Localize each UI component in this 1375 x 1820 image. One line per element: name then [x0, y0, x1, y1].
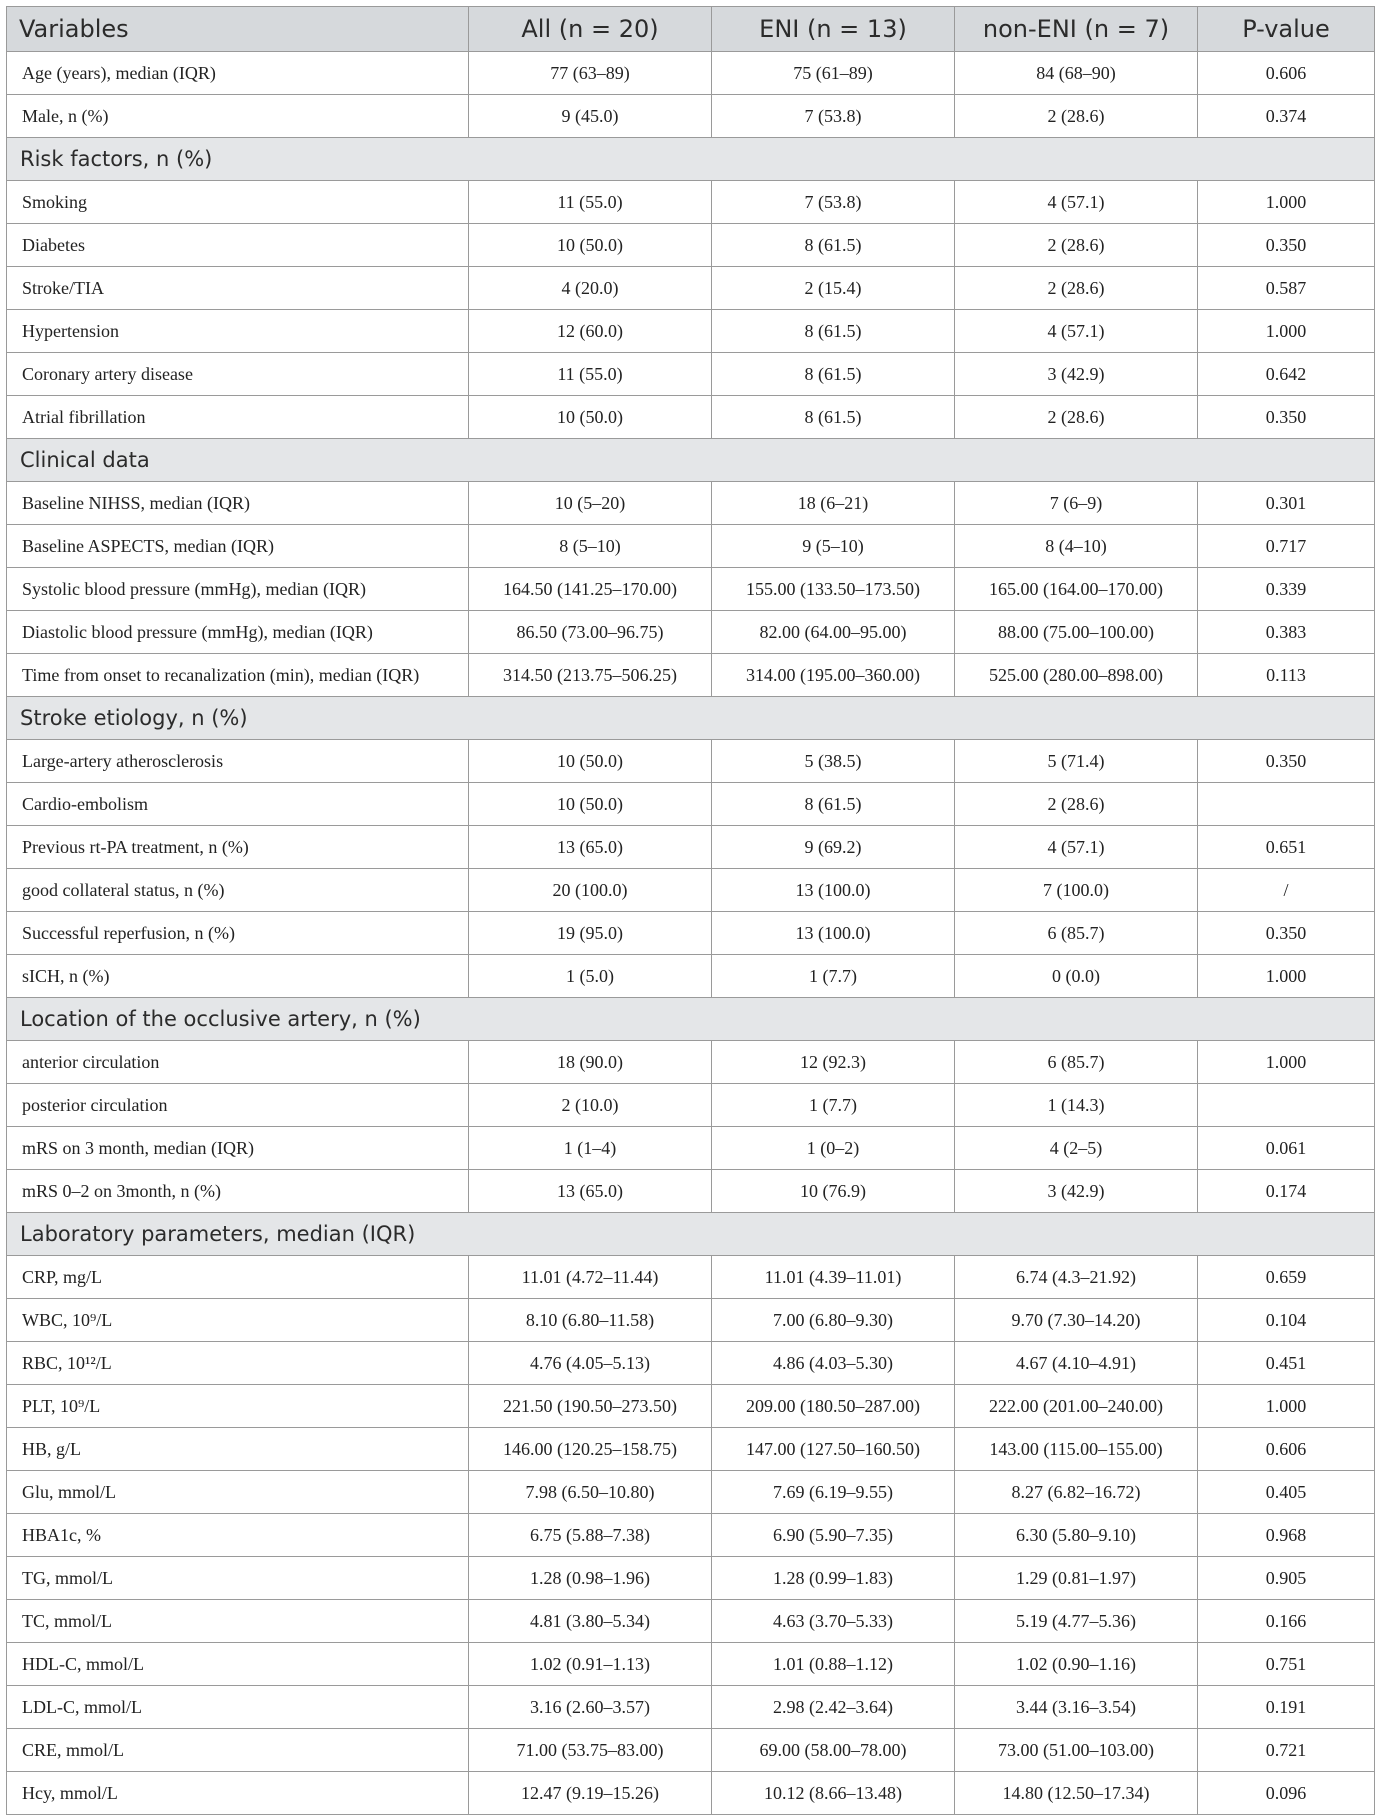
table-row — [7, 740, 1375, 783]
cell-eni: 1 (7.7) — [712, 1084, 955, 1127]
cell-all: 2 (10.0) — [469, 1084, 712, 1127]
row-label-cell: posterior circulation — [7, 1084, 469, 1127]
cell-all: 11.01 (4.72–11.44) — [469, 1256, 712, 1299]
cell-eni: 69.00 (58.00–78.00) — [712, 1729, 955, 1772]
cell-p-value: 0.606 — [1198, 1428, 1375, 1471]
cell-all: 221.50 (190.50–273.50) — [469, 1385, 712, 1428]
table-row — [7, 181, 1375, 224]
section-header-row — [7, 138, 1375, 181]
cell-eni: 314.00 (195.00–360.00) — [712, 654, 955, 697]
row-label-cell: anterior circulation — [7, 1041, 469, 1084]
table-row — [7, 310, 1375, 353]
row-label-cell: Diabetes — [7, 224, 469, 267]
table-row — [7, 1600, 1375, 1643]
cell-all: 1.28 (0.98–1.96) — [469, 1557, 712, 1600]
cell-all: 19 (95.0) — [469, 912, 712, 955]
row-label-cell: Previous rt-PA treatment, n (%) — [7, 826, 469, 869]
cell-all: 164.50 (141.25–170.00) — [469, 568, 712, 611]
row-label-cell: Age (years), median (IQR) — [7, 52, 469, 95]
section-header-row — [7, 439, 1375, 482]
cell-eni: 12 (92.3) — [712, 1041, 955, 1084]
table-row — [7, 1686, 1375, 1729]
cell-eni: 18 (6–21) — [712, 482, 955, 525]
cell-p-value: 0.721 — [1198, 1729, 1375, 1772]
cell-p-value: 0.659 — [1198, 1256, 1375, 1299]
row-label-cell: Baseline ASPECTS, median (IQR) — [7, 525, 469, 568]
cell-p-value: 0.096 — [1198, 1772, 1375, 1815]
cell-all: 10 (50.0) — [469, 740, 712, 783]
cell-non-eni: 4 (2–5) — [955, 1127, 1198, 1170]
table-row — [7, 95, 1375, 138]
cell-non-eni: 165.00 (164.00–170.00) — [955, 568, 1198, 611]
cell-all: 10 (5–20) — [469, 482, 712, 525]
cell-all: 4.81 (3.80–5.34) — [469, 1600, 712, 1643]
row-label-cell: mRS on 3 month, median (IQR) — [7, 1127, 469, 1170]
cell-eni: 4.63 (3.70–5.33) — [712, 1600, 955, 1643]
table-container — [6, 6, 1374, 1815]
cell-all: 20 (100.0) — [469, 869, 712, 912]
cell-p-value: / — [1198, 869, 1375, 912]
row-label-cell: Glu, mmol/L — [7, 1471, 469, 1514]
cell-non-eni: 3 (42.9) — [955, 353, 1198, 396]
row-label-cell: CRE, mmol/L — [7, 1729, 469, 1772]
table-row — [7, 955, 1375, 998]
table-header — [7, 7, 1375, 52]
cell-non-eni: 0 (0.0) — [955, 955, 1198, 998]
cell-all: 12.47 (9.19–15.26) — [469, 1772, 712, 1815]
cell-non-eni: 9.70 (7.30–14.20) — [955, 1299, 1198, 1342]
cell-non-eni: 14.80 (12.50–17.34) — [955, 1772, 1198, 1815]
table-row — [7, 396, 1375, 439]
cell-eni: 2 (15.4) — [712, 267, 955, 310]
cell-eni: 6.90 (5.90–7.35) — [712, 1514, 955, 1557]
cell-p-value: 0.113 — [1198, 654, 1375, 697]
cell-non-eni: 2 (28.6) — [955, 267, 1198, 310]
cell-p-value: 0.301 — [1198, 482, 1375, 525]
section-title: Stroke etiology, n (%) — [7, 697, 1375, 740]
row-label-cell: Coronary artery disease — [7, 353, 469, 396]
cell-p-value: 1.000 — [1198, 1041, 1375, 1084]
cell-p-value: 1.000 — [1198, 1385, 1375, 1428]
column-header-non-eni: non-ENI (n = 7) — [955, 7, 1198, 52]
cell-eni: 147.00 (127.50–160.50) — [712, 1428, 955, 1471]
cell-p-value: 0.104 — [1198, 1299, 1375, 1342]
cell-non-eni: 6 (85.7) — [955, 1041, 1198, 1084]
cell-non-eni: 4 (57.1) — [955, 826, 1198, 869]
cell-p-value: 0.383 — [1198, 611, 1375, 654]
cell-eni: 2.98 (2.42–3.64) — [712, 1686, 955, 1729]
cell-all: 4 (20.0) — [469, 267, 712, 310]
row-label-cell: HBA1c, % — [7, 1514, 469, 1557]
row-label-cell: WBC, 10⁹/L — [7, 1299, 469, 1342]
row-label-cell: Time from onset to recanalization (min), median (IQR) — [7, 654, 469, 697]
cell-eni: 4.86 (4.03–5.30) — [712, 1342, 955, 1385]
cell-non-eni: 3 (42.9) — [955, 1170, 1198, 1213]
cell-non-eni: 4.67 (4.10–4.91) — [955, 1342, 1198, 1385]
cell-all: 10 (50.0) — [469, 783, 712, 826]
cell-all: 9 (45.0) — [469, 95, 712, 138]
cell-all: 6.75 (5.88–7.38) — [469, 1514, 712, 1557]
cell-non-eni: 7 (6–9) — [955, 482, 1198, 525]
cell-non-eni: 1.29 (0.81–1.97) — [955, 1557, 1198, 1600]
cell-all: 77 (63–89) — [469, 52, 712, 95]
row-label-cell: Hcy, mmol/L — [7, 1772, 469, 1815]
cell-eni: 1 (0–2) — [712, 1127, 955, 1170]
cell-non-eni: 4 (57.1) — [955, 181, 1198, 224]
cell-eni: 8 (61.5) — [712, 396, 955, 439]
header-row — [7, 7, 1375, 52]
section-title: Laboratory parameters, median (IQR) — [7, 1213, 1375, 1256]
row-label-cell: Successful reperfusion, n (%) — [7, 912, 469, 955]
table-row — [7, 654, 1375, 697]
cell-all: 71.00 (53.75–83.00) — [469, 1729, 712, 1772]
table-row — [7, 1514, 1375, 1557]
cell-non-eni: 525.00 (280.00–898.00) — [955, 654, 1198, 697]
cell-all: 8.10 (6.80–11.58) — [469, 1299, 712, 1342]
cell-eni: 155.00 (133.50–173.50) — [712, 568, 955, 611]
cell-p-value: 0.166 — [1198, 1600, 1375, 1643]
table-row — [7, 1729, 1375, 1772]
cell-all: 10 (50.0) — [469, 396, 712, 439]
cell-p-value: 0.174 — [1198, 1170, 1375, 1213]
cell-non-eni: 1 (14.3) — [955, 1084, 1198, 1127]
table-row — [7, 1041, 1375, 1084]
cell-eni: 7.00 (6.80–9.30) — [712, 1299, 955, 1342]
cell-non-eni: 4 (57.1) — [955, 310, 1198, 353]
cell-p-value: 0.350 — [1198, 224, 1375, 267]
cell-p-value: 0.350 — [1198, 740, 1375, 783]
cell-non-eni: 3.44 (3.16–3.54) — [955, 1686, 1198, 1729]
cell-all: 10 (50.0) — [469, 224, 712, 267]
cell-non-eni: 2 (28.6) — [955, 224, 1198, 267]
cell-all: 11 (55.0) — [469, 353, 712, 396]
cell-non-eni: 8 (4–10) — [955, 525, 1198, 568]
row-label-cell: Diastolic blood pressure (mmHg), median (IQR) — [7, 611, 469, 654]
cell-all: 18 (90.0) — [469, 1041, 712, 1084]
cell-non-eni: 1.02 (0.90–1.16) — [955, 1643, 1198, 1686]
cell-eni: 11.01 (4.39–11.01) — [712, 1256, 955, 1299]
table-row — [7, 267, 1375, 310]
row-label-cell: HB, g/L — [7, 1428, 469, 1471]
cell-p-value — [1198, 1084, 1375, 1127]
cell-p-value: 0.374 — [1198, 95, 1375, 138]
table-row — [7, 525, 1375, 568]
cell-eni: 7.69 (6.19–9.55) — [712, 1471, 955, 1514]
cell-eni: 5 (38.5) — [712, 740, 955, 783]
cell-non-eni: 84 (68–90) — [955, 52, 1198, 95]
cell-non-eni: 143.00 (115.00–155.00) — [955, 1428, 1198, 1471]
cell-non-eni: 2 (28.6) — [955, 396, 1198, 439]
row-label-cell: sICH, n (%) — [7, 955, 469, 998]
section-header-row — [7, 697, 1375, 740]
cell-non-eni: 8.27 (6.82–16.72) — [955, 1471, 1198, 1514]
cell-all: 314.50 (213.75–506.25) — [469, 654, 712, 697]
section-title: Risk factors, n (%) — [7, 138, 1375, 181]
row-label-cell: PLT, 10⁹/L — [7, 1385, 469, 1428]
cell-p-value: 0.339 — [1198, 568, 1375, 611]
row-label-cell: Cardio-embolism — [7, 783, 469, 826]
cell-eni: 7 (53.8) — [712, 181, 955, 224]
table-row — [7, 1643, 1375, 1686]
cell-all: 1 (5.0) — [469, 955, 712, 998]
cell-non-eni: 6 (85.7) — [955, 912, 1198, 955]
table-row — [7, 1170, 1375, 1213]
cell-p-value: 0.191 — [1198, 1686, 1375, 1729]
table-row — [7, 869, 1375, 912]
table-row — [7, 1299, 1375, 1342]
cell-non-eni: 73.00 (51.00–103.00) — [955, 1729, 1198, 1772]
section-header-row — [7, 1213, 1375, 1256]
cell-p-value: 1.000 — [1198, 310, 1375, 353]
cell-p-value: 1.000 — [1198, 955, 1375, 998]
cell-non-eni: 88.00 (75.00–100.00) — [955, 611, 1198, 654]
row-label-cell: Smoking — [7, 181, 469, 224]
row-label-cell: Baseline NIHSS, median (IQR) — [7, 482, 469, 525]
cell-eni: 1.01 (0.88–1.12) — [712, 1643, 955, 1686]
cell-eni: 82.00 (64.00–95.00) — [712, 611, 955, 654]
baseline-characteristics-table — [6, 6, 1375, 1815]
cell-eni: 8 (61.5) — [712, 224, 955, 267]
cell-all: 146.00 (120.25–158.75) — [469, 1428, 712, 1471]
cell-non-eni: 6.30 (5.80–9.10) — [955, 1514, 1198, 1557]
row-label-cell: CRP, mg/L — [7, 1256, 469, 1299]
cell-p-value: 0.968 — [1198, 1514, 1375, 1557]
column-header-eni: ENI (n = 13) — [712, 7, 955, 52]
cell-eni: 10.12 (8.66–13.48) — [712, 1772, 955, 1815]
cell-eni: 209.00 (180.50–287.00) — [712, 1385, 955, 1428]
table-row — [7, 783, 1375, 826]
cell-p-value: 0.405 — [1198, 1471, 1375, 1514]
table-row — [7, 1471, 1375, 1514]
row-label-cell: TC, mmol/L — [7, 1600, 469, 1643]
table-row — [7, 1342, 1375, 1385]
row-label-cell: Hypertension — [7, 310, 469, 353]
cell-all: 86.50 (73.00–96.75) — [469, 611, 712, 654]
section-header-row — [7, 998, 1375, 1041]
table-row — [7, 568, 1375, 611]
row-label-cell: TG, mmol/L — [7, 1557, 469, 1600]
cell-p-value: 0.905 — [1198, 1557, 1375, 1600]
row-label-cell: Systolic blood pressure (mmHg), median (IQR) — [7, 568, 469, 611]
cell-eni: 1.28 (0.99–1.83) — [712, 1557, 955, 1600]
table-row — [7, 1084, 1375, 1127]
table-row — [7, 1256, 1375, 1299]
table-row — [7, 1428, 1375, 1471]
row-label-cell: Atrial fibrillation — [7, 396, 469, 439]
row-label-cell: Large-artery atherosclerosis — [7, 740, 469, 783]
cell-all: 12 (60.0) — [469, 310, 712, 353]
cell-p-value — [1198, 783, 1375, 826]
cell-all: 1.02 (0.91–1.13) — [469, 1643, 712, 1686]
cell-p-value: 0.061 — [1198, 1127, 1375, 1170]
cell-eni: 75 (61–89) — [712, 52, 955, 95]
column-header-variables: Variables — [7, 7, 469, 52]
table-row — [7, 826, 1375, 869]
row-label-cell: mRS 0–2 on 3month, n (%) — [7, 1170, 469, 1213]
cell-all: 4.76 (4.05–5.13) — [469, 1342, 712, 1385]
cell-all: 11 (55.0) — [469, 181, 712, 224]
table-row — [7, 353, 1375, 396]
cell-eni: 8 (61.5) — [712, 353, 955, 396]
cell-non-eni: 6.74 (4.3–21.92) — [955, 1256, 1198, 1299]
cell-p-value: 0.350 — [1198, 396, 1375, 439]
row-label-cell: RBC, 10¹²/L — [7, 1342, 469, 1385]
row-label-cell: good collateral status, n (%) — [7, 869, 469, 912]
cell-non-eni: 5 (71.4) — [955, 740, 1198, 783]
cell-eni: 8 (61.5) — [712, 783, 955, 826]
cell-eni: 8 (61.5) — [712, 310, 955, 353]
cell-all: 13 (65.0) — [469, 1170, 712, 1213]
cell-eni: 13 (100.0) — [712, 912, 955, 955]
cell-non-eni: 5.19 (4.77–5.36) — [955, 1600, 1198, 1643]
table-row — [7, 1385, 1375, 1428]
cell-p-value: 1.000 — [1198, 181, 1375, 224]
cell-eni: 10 (76.9) — [712, 1170, 955, 1213]
cell-p-value: 0.350 — [1198, 912, 1375, 955]
table-row — [7, 912, 1375, 955]
row-label-cell: Stroke/TIA — [7, 267, 469, 310]
table-row — [7, 482, 1375, 525]
cell-non-eni: 2 (28.6) — [955, 95, 1198, 138]
table-row — [7, 52, 1375, 95]
column-header-p-value: P-value — [1198, 7, 1375, 52]
table-row — [7, 1127, 1375, 1170]
cell-non-eni: 222.00 (201.00–240.00) — [955, 1385, 1198, 1428]
table-row — [7, 611, 1375, 654]
cell-eni: 9 (5–10) — [712, 525, 955, 568]
cell-eni: 7 (53.8) — [712, 95, 955, 138]
cell-p-value: 0.606 — [1198, 52, 1375, 95]
row-label-cell: Male, n (%) — [7, 95, 469, 138]
cell-p-value: 0.717 — [1198, 525, 1375, 568]
cell-all: 7.98 (6.50–10.80) — [469, 1471, 712, 1514]
cell-p-value: 0.451 — [1198, 1342, 1375, 1385]
section-title: Location of the occlusive artery, n (%) — [7, 998, 1375, 1041]
cell-eni: 9 (69.2) — [712, 826, 955, 869]
cell-p-value: 0.651 — [1198, 826, 1375, 869]
table-row — [7, 1557, 1375, 1600]
cell-all: 13 (65.0) — [469, 826, 712, 869]
cell-all: 1 (1–4) — [469, 1127, 712, 1170]
cell-p-value: 0.751 — [1198, 1643, 1375, 1686]
cell-eni: 13 (100.0) — [712, 869, 955, 912]
cell-p-value: 0.587 — [1198, 267, 1375, 310]
table-row — [7, 1772, 1375, 1815]
section-title: Clinical data — [7, 439, 1375, 482]
row-label-cell: HDL-C, mmol/L — [7, 1643, 469, 1686]
table-row — [7, 224, 1375, 267]
cell-p-value: 0.642 — [1198, 353, 1375, 396]
cell-all: 3.16 (2.60–3.57) — [469, 1686, 712, 1729]
cell-eni: 1 (7.7) — [712, 955, 955, 998]
row-label-cell: LDL-C, mmol/L — [7, 1686, 469, 1729]
cell-non-eni: 2 (28.6) — [955, 783, 1198, 826]
column-header-all: All (n = 20) — [469, 7, 712, 52]
cell-non-eni: 7 (100.0) — [955, 869, 1198, 912]
cell-all: 8 (5–10) — [469, 525, 712, 568]
table-body — [7, 52, 1375, 1815]
